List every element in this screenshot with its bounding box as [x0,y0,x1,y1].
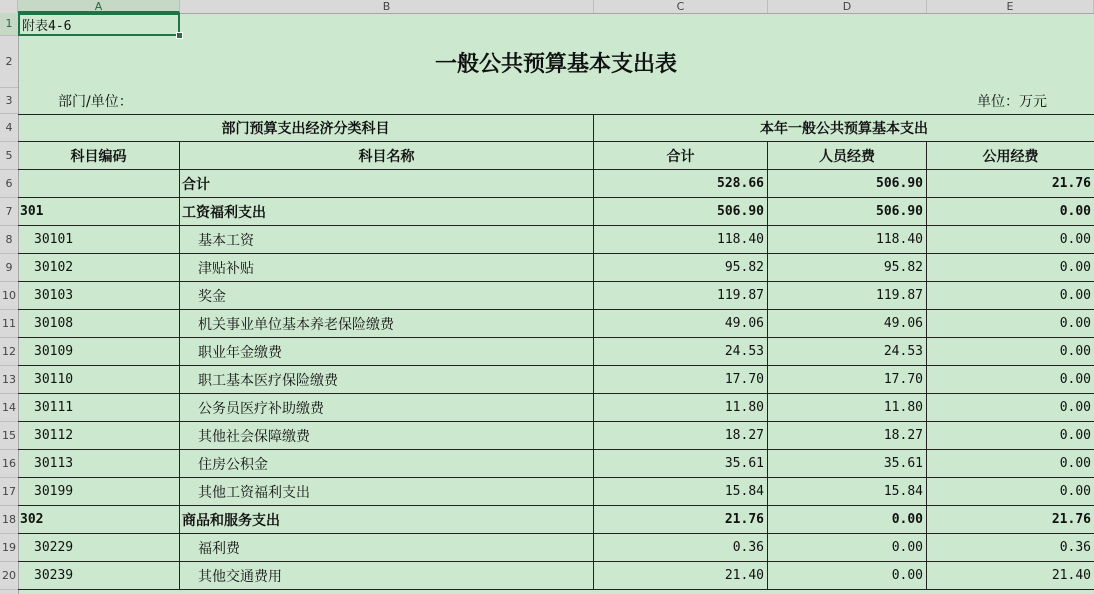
public-cell[interactable]: 0.00 [927,310,1094,338]
code-cell[interactable]: 30113 [18,450,180,478]
personnel-cell[interactable]: 0.00 [768,534,927,562]
name-header[interactable]: 科目名称 [180,142,594,170]
code-cell[interactable]: 30101 [18,226,180,254]
column-header-c[interactable]: C [594,0,768,13]
column-header-d[interactable]: D [768,0,927,13]
name-cell[interactable]: 职工基本医疗保险缴费 [180,366,594,394]
personnel-cell[interactable]: 35.61 [768,450,927,478]
total-cell[interactable]: 118.40 [594,226,768,254]
name-cell[interactable]: 机关事业单位基本养老保险缴费 [180,310,594,338]
total-cell[interactable]: 18.27 [594,422,768,450]
row-header-6[interactable]: 6 [0,170,18,198]
code-cell[interactable]: 30112 [18,422,180,450]
code-cell[interactable]: 30108 [18,310,180,338]
total-cell[interactable]: 21.40 [594,562,768,590]
row-header-7[interactable]: 7 [0,198,18,226]
total-cell[interactable]: 119.87 [594,282,768,310]
code-cell[interactable]: 30239 [18,562,180,590]
public-cell[interactable]: 0.00 [927,198,1094,226]
row-header-15[interactable]: 15 [0,422,18,450]
public-cell[interactable]: 0.00 [927,394,1094,422]
name-cell[interactable]: 商品和服务支出 [180,506,594,534]
public-cell[interactable]: 0.00 [927,282,1094,310]
public-cell[interactable]: 0.36 [927,534,1094,562]
personnel-cell[interactable]: 18.27 [768,422,927,450]
name-cell[interactable]: 基本工资 [180,226,594,254]
personnel-cell[interactable]: 118.40 [768,226,927,254]
personnel-header[interactable]: 人员经费 [768,142,927,170]
personnel-cell[interactable]: 119.87 [768,282,927,310]
row-header-2[interactable]: 2 [0,36,18,88]
unit-label[interactable]: 单位：万元 [977,94,1047,110]
row-header-19[interactable]: 19 [0,534,18,562]
year-budget-header[interactable]: 本年一般公共预算基本支出 [594,114,1094,142]
total-cell[interactable]: 11.80 [594,394,768,422]
public-cell[interactable]: 0.00 [927,254,1094,282]
column-headers [0,0,1094,14]
row-headers [0,13,19,594]
personnel-cell[interactable]: 15.84 [768,478,927,506]
total-cell[interactable]: 24.53 [594,338,768,366]
public-cell[interactable]: 21.76 [927,506,1094,534]
total-cell[interactable]: 21.76 [594,506,768,534]
name-cell[interactable]: 其他交通费用 [180,562,594,590]
public-cell[interactable]: 0.00 [927,226,1094,254]
row-header-17[interactable]: 17 [0,478,18,506]
row-header-10[interactable]: 10 [0,282,18,310]
public-cell[interactable]: 0.00 [927,478,1094,506]
public-cell[interactable]: 0.00 [927,450,1094,478]
code-cell[interactable]: 30229 [18,534,180,562]
public-header[interactable]: 公用经费 [927,142,1094,170]
code-cell[interactable] [18,170,180,198]
dept-label[interactable]: 部门/单位： [58,94,133,110]
personnel-cell[interactable]: 0.00 [768,562,927,590]
row-header-8[interactable]: 8 [0,226,18,254]
personnel-cell[interactable]: 506.90 [768,198,927,226]
name-cell[interactable]: 其他工资福利支出 [180,478,594,506]
code-cell[interactable]: 30110 [18,366,180,394]
personnel-cell[interactable]: 95.82 [768,254,927,282]
name-cell[interactable]: 合计 [180,170,594,198]
code-cell[interactable]: 30102 [18,254,180,282]
row-header-12[interactable]: 12 [0,338,18,366]
public-cell[interactable]: 21.76 [927,170,1094,198]
name-cell[interactable]: 公务员医疗补助缴费 [180,394,594,422]
public-cell[interactable]: 0.00 [927,338,1094,366]
column-header-a[interactable]: A [18,0,180,13]
name-cell[interactable]: 住房公积金 [180,450,594,478]
public-cell[interactable]: 0.00 [927,422,1094,450]
total-header[interactable]: 合计 [594,142,768,170]
column-header-b[interactable]: B [180,0,594,13]
total-cell[interactable]: 528.66 [594,170,768,198]
select-all-corner[interactable] [0,0,18,13]
row-header-1[interactable]: 1 [0,13,18,36]
row-header-20[interactable]: 20 [0,562,18,590]
row-header-5[interactable]: 5 [0,142,18,170]
name-cell[interactable]: 津贴补贴 [180,254,594,282]
row-header-14[interactable]: 14 [0,394,18,422]
total-cell[interactable]: 17.70 [594,366,768,394]
econ-class-header[interactable]: 部门预算支出经济分类科目 [18,114,594,142]
name-cell[interactable]: 奖金 [180,282,594,310]
personnel-cell[interactable]: 24.53 [768,338,927,366]
personnel-cell[interactable]: 0.00 [768,506,927,534]
code-cell[interactable]: 301 [18,198,180,226]
row-header-11[interactable]: 11 [0,310,18,338]
code-cell[interactable]: 302 [18,506,180,534]
row-header-4[interactable]: 4 [0,114,18,142]
total-cell[interactable]: 35.61 [594,450,768,478]
code-cell[interactable]: 30103 [18,282,180,310]
cell-grid [18,13,1094,594]
code-cell[interactable]: 30111 [18,394,180,422]
row-header-16[interactable]: 16 [0,450,18,478]
name-cell[interactable]: 其他社会保障缴费 [180,422,594,450]
code-cell[interactable]: 30109 [18,338,180,366]
total-cell[interactable]: 0.36 [594,534,768,562]
total-cell[interactable]: 506.90 [594,198,768,226]
column-header-e[interactable]: E [927,0,1094,13]
table-title[interactable]: 一般公共预算基本支出表 [434,50,677,77]
name-cell[interactable]: 职业年金缴费 [180,338,594,366]
code-cell[interactable]: 30199 [18,478,180,506]
total-cell[interactable]: 15.84 [594,478,768,506]
personnel-cell[interactable]: 17.70 [768,366,927,394]
cell-a1[interactable]: 附表4-6 [18,13,180,36]
total-cell[interactable]: 95.82 [594,254,768,282]
name-cell[interactable]: 工资福利支出 [180,198,594,226]
row-header-9[interactable]: 9 [0,254,18,282]
name-cell[interactable]: 福利费 [180,534,594,562]
personnel-cell[interactable]: 11.80 [768,394,927,422]
total-cell[interactable]: 49.06 [594,310,768,338]
code-header[interactable]: 科目编码 [18,142,180,170]
row-header-3[interactable]: 3 [0,88,18,114]
public-cell[interactable]: 21.40 [927,562,1094,590]
row-header-18[interactable]: 18 [0,506,18,534]
row-header-13[interactable]: 13 [0,366,18,394]
personnel-cell[interactable]: 49.06 [768,310,927,338]
public-cell[interactable]: 0.00 [927,366,1094,394]
personnel-cell[interactable]: 506.90 [768,170,927,198]
